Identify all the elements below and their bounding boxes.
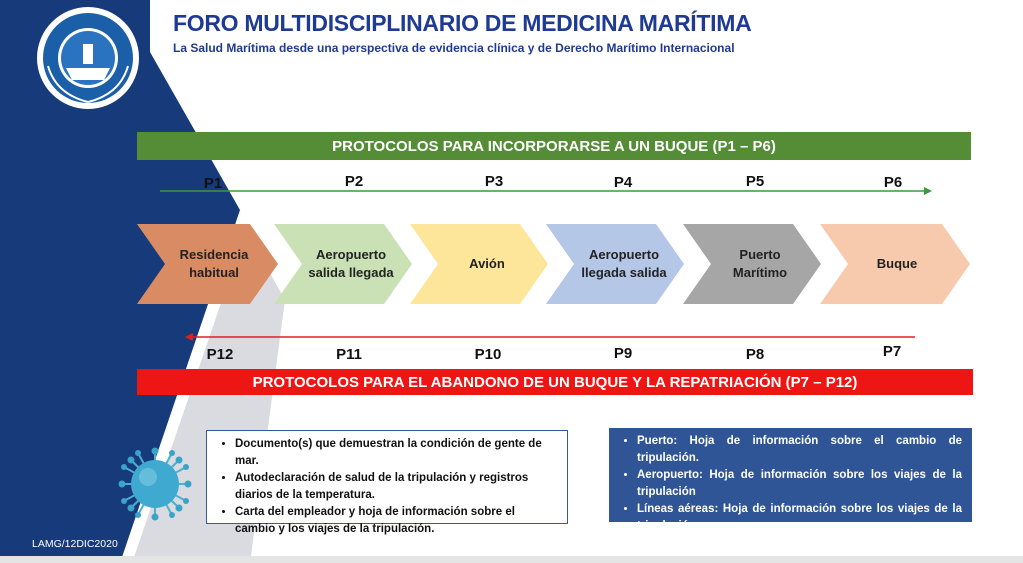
protocol-label-p7: P7 <box>882 343 902 360</box>
protocol-label-p6: P6 <box>883 174 903 191</box>
protocol-label-p10: P10 <box>474 346 502 363</box>
protocol-label-p3: P3 <box>484 173 504 190</box>
protocol-label-p5: P5 <box>745 173 765 190</box>
protocol-label-p2: P2 <box>344 173 364 190</box>
list-item: • Líneas aéreas: Hoja de información sobre los viajes de la tripulación. <box>637 501 962 535</box>
stage-label-aeropuerto-llegada: Aeropuerto llegada salida <box>581 247 667 280</box>
protocol-label-p11: P11 <box>336 346 362 363</box>
stage-label-residencia: Residencia habitual <box>179 247 249 280</box>
protocol-label-p8: P8 <box>745 346 765 363</box>
protocol-label-p1: P1 <box>203 175 223 192</box>
join-documents-box <box>206 430 568 535</box>
stage-label-aeropuerto-salida: Aeropuerto salida llegada <box>308 247 394 280</box>
abandon-protocols-banner: PROTOCOLOS PARA EL ABANDONO DE UN BUQUE Y LA REPATRIACIÓN (P7 – P12) <box>137 369 973 395</box>
info-sheets-box <box>609 428 972 532</box>
stage-label-avion: Avión <box>469 256 505 271</box>
page-title: FORO MULTIDISCIPLINARIO DE MEDICINA MARÍTIMA <box>173 10 752 36</box>
join-protocols-banner: PROTOCOLOS PARA INCORPORARSE A UN BUQUE (P1 – P6) <box>137 132 971 160</box>
stage-label-buque: Buque <box>876 256 918 271</box>
page-subtitle: La Salud Marítima desde una perspectiva de evidencia clínica y de Derecho Marítimo Internacional <box>173 41 735 55</box>
list-item: • Carta del empleador y hoja de información sobre el cambio y los viajes de la tripulación. <box>235 504 557 538</box>
list-item: • Autodeclaración de salud de la tripulación y registros diarios de la temperatura. <box>235 470 557 504</box>
stage-label-puerto: Puerto Marítimo <box>732 247 788 280</box>
protocol-label-p12: P12 <box>206 346 234 363</box>
return-arrow <box>185 330 920 344</box>
protocol-label-p4: P4 <box>613 174 633 191</box>
list-item: • Aeropuerto: Hoja de información sobre los viajes de la tripulación <box>637 467 962 501</box>
coronavirus-icon <box>116 445 194 523</box>
footer-credit: LAMG/12DIC2020 <box>32 538 118 550</box>
list-item: • Documento(s) que demuestran la condición de gente de mar. <box>235 436 557 470</box>
list-item: • Puerto: Hoja de información sobre el cambio de tripulación. <box>637 433 962 467</box>
protocol-label-p9: P9 <box>613 345 633 362</box>
